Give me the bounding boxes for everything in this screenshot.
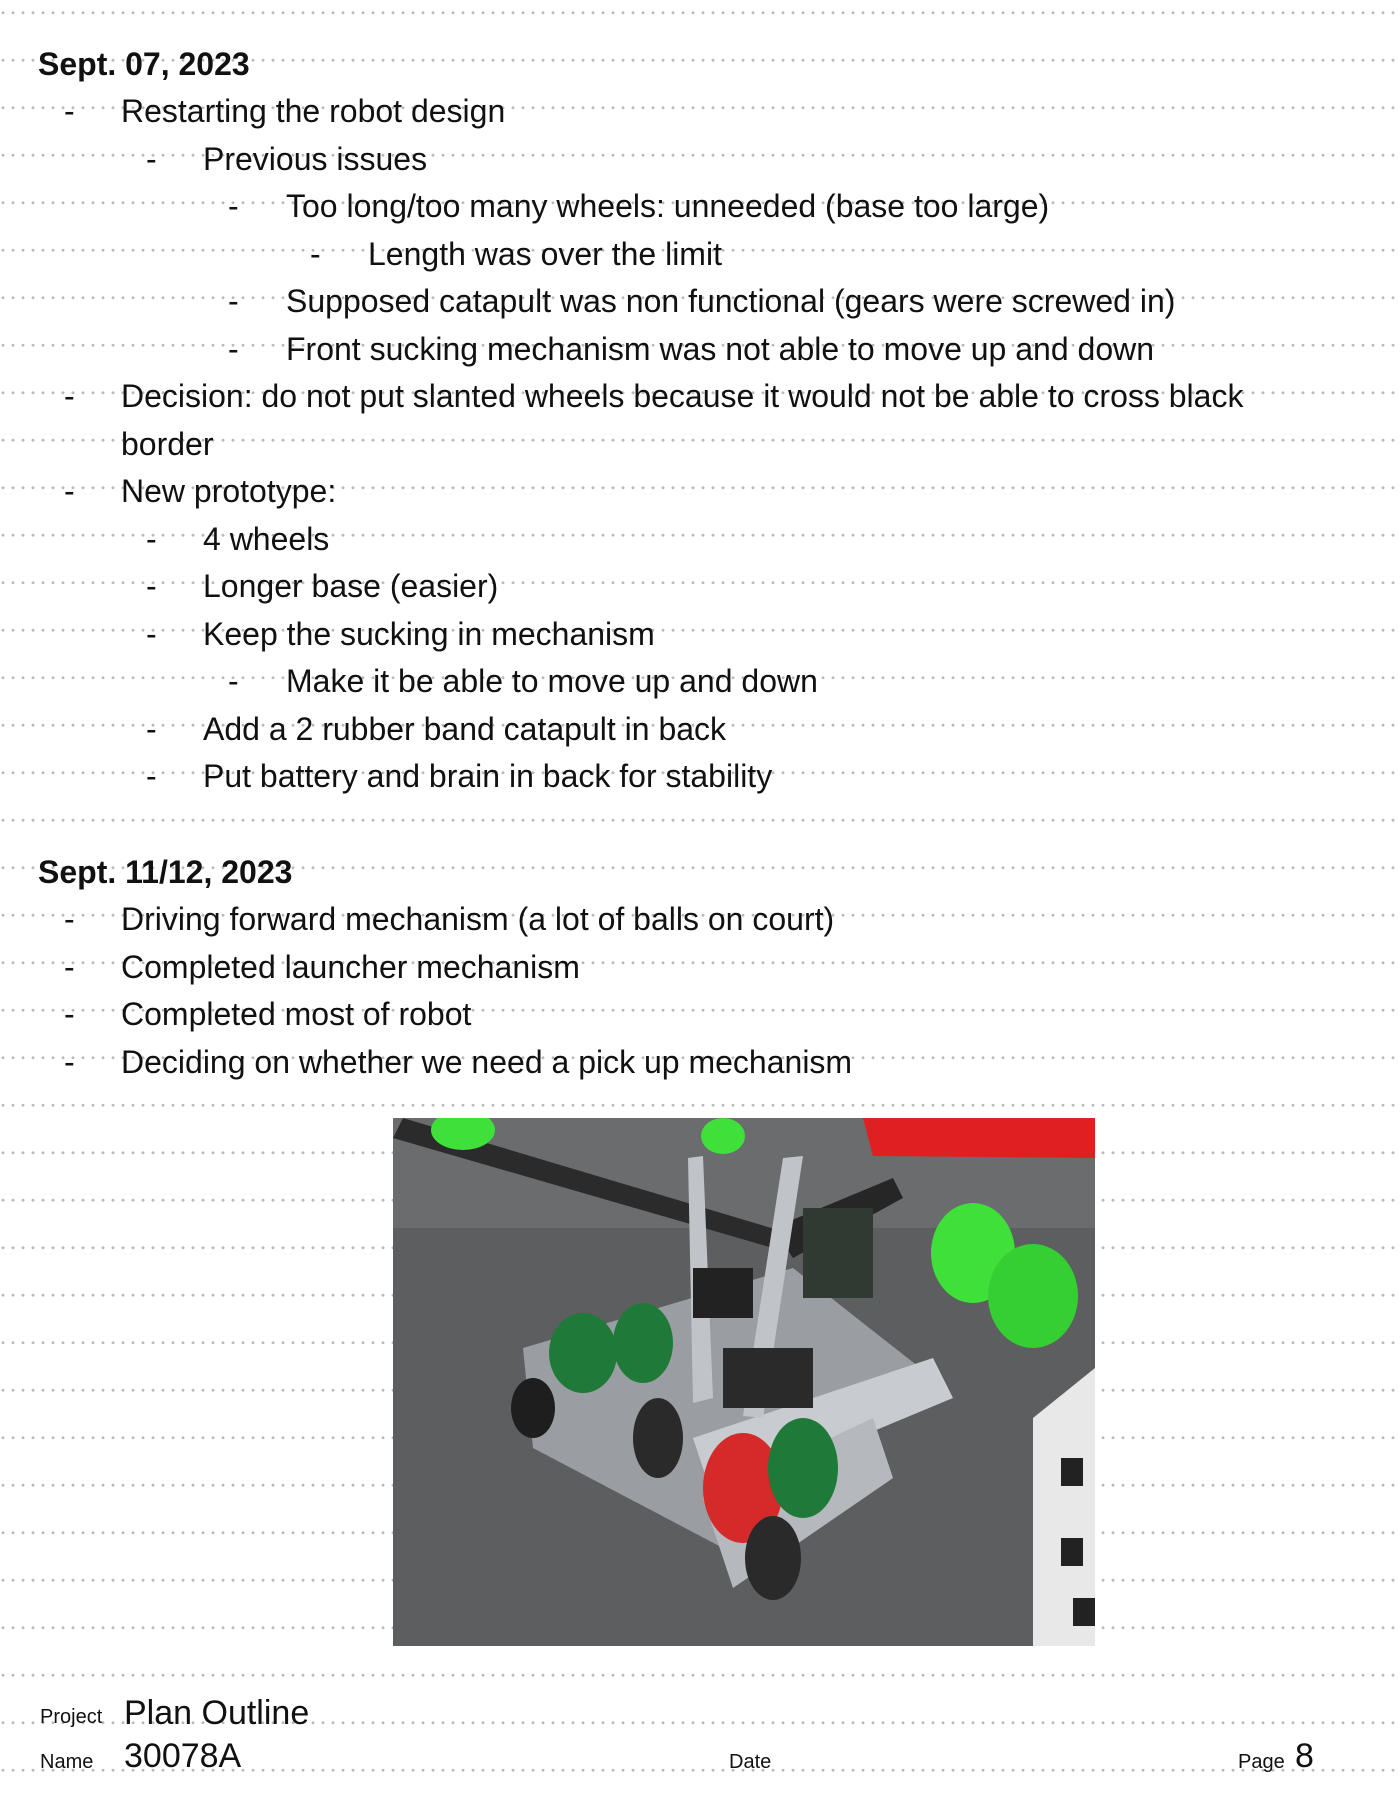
bullet-dash: - [310,235,321,272]
list-item [0,183,1330,231]
bullet-dash: - [228,663,239,699]
date-label: Date [729,1751,772,1773]
list-item-text: Make it be able to move up and down [286,663,818,699]
list-item-text: Add a 2 rubber band catapult in back [203,710,727,747]
list-item-text: Decision: do not put slanted wheels because it would not be able to cross black border [121,378,1244,462]
list-item [0,1039,1330,1087]
entry-date-heading: Sept. 07, 2023 [38,46,250,82]
list-item [0,88,1330,136]
list-item-text: Keep the sucking in mechanism [203,615,655,652]
bullet-dash: - [64,996,75,1032]
list-item-text: Length was over the limit [368,235,722,272]
bullet-dash: - [146,710,157,747]
list-item [0,753,1330,801]
bullet-dash: - [228,330,239,367]
list-item-text: Supposed catapult was non functional (gears were screwed in) [286,283,1176,319]
entry-2-list [0,896,1330,1086]
list-item-text: Put battery and brain in back for stability [203,758,773,794]
bullet-dash: - [64,901,75,937]
bullet-dash: - [146,758,157,794]
list-item-text: Restarting the robot design [121,93,506,129]
list-item [0,373,1330,468]
page-label: Page [1238,1751,1285,1773]
bullet-dash: - [146,568,157,604]
list-item [0,706,1330,754]
list-item-text: Completed most of robot [121,996,472,1032]
entry-1-list [0,88,1330,801]
list-item-text: Too long/too many wheels: unneeded (base too large) [286,188,1050,224]
bullet-dash: - [64,948,75,985]
bullet-dash: - [146,615,157,652]
list-item [0,991,1330,1039]
bullet-dash: - [64,473,75,509]
list-item [0,611,1330,659]
list-item [0,278,1330,326]
list-item [0,563,1330,611]
name-label: Name [40,1751,94,1773]
page-number: 8 [1295,1737,1314,1775]
bullet-dash: - [146,520,157,557]
project-value: Plan Outline [124,1694,310,1732]
list-item-text: Driving forward mechanism (a lot of balls on court) [121,901,835,937]
list-item [0,468,1330,516]
bullet-dash: - [64,378,75,414]
list-item-text: Longer base (easier) [203,568,499,604]
project-label: Project [40,1706,103,1728]
list-item [0,944,1330,992]
list-item-text: Front sucking mechanism was not able to move up and down [286,330,1155,367]
entry-date-heading: Sept. 11/12, 2023 [38,854,293,890]
list-item [0,658,1330,706]
list-item-text: Deciding on whether we need a pick up mechanism [121,1043,853,1080]
name-value: 30078A [124,1737,242,1775]
list-item [0,326,1330,374]
bullet-dash: - [64,93,75,129]
list-item-text: Previous issues [203,140,428,177]
bullet-dash: - [228,188,239,224]
bullet-dash: - [146,140,157,177]
list-item-text: New prototype: [121,473,337,509]
list-item [0,231,1330,279]
list-item [0,896,1330,944]
list-item [0,516,1330,564]
robot-photo [393,1118,1095,1646]
list-item-text: Completed launcher mechanism [121,948,580,985]
list-item-text: 4 wheels [203,520,330,557]
list-item [0,136,1330,184]
bullet-dash: - [228,283,239,319]
bullet-dash: - [64,1043,75,1080]
